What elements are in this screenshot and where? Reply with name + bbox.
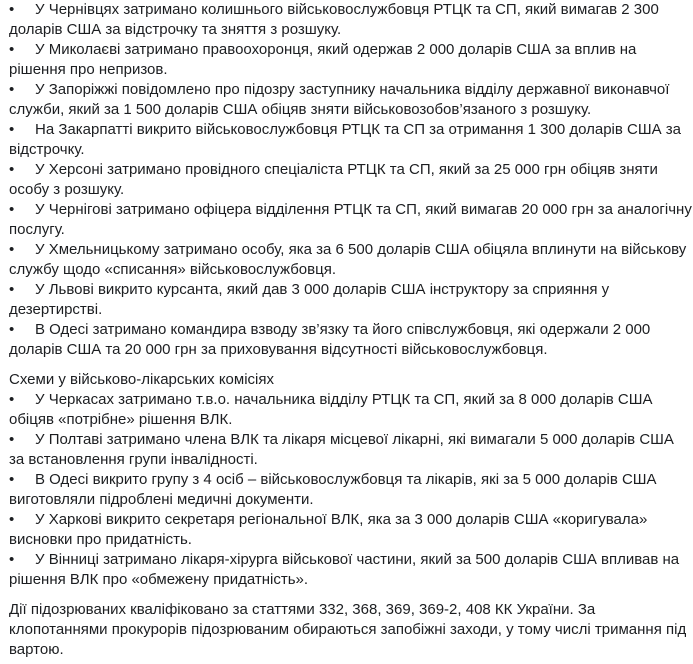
bullet-icon: •: [9, 511, 15, 528]
medical-commission-cases-list: [0, 390, 693, 590]
bullet-icon: •: [9, 1, 15, 18]
bullet-icon: •: [9, 391, 15, 408]
list-item-text: У Львові викрито курсанта, який дав 3 000 доларів США інструктору за сприяння у дезертирстві.: [9, 281, 610, 318]
bullet-icon: •: [9, 81, 15, 98]
list-item-text: У Черкасах затримано т.в.о. начальника відділу РТЦК та СП, який за 8 000 доларів США обіцяв «потрібне» рішення ВЛК.: [9, 391, 653, 428]
list-item: [0, 240, 693, 280]
list-item: [0, 320, 693, 360]
list-item-text: У Херсоні затримано провідного спеціаліста РТЦК та СП, який за 25 000 грн обіцяв зняти особу з розшуку.: [9, 161, 658, 198]
bullet-icon: •: [9, 471, 15, 488]
closing-paragraph: Дії підозрюваних кваліфіковано за статтями 332, 368, 369, 369-2, 408 КК України. За клопотаннями прокурорів підозрюваним обираються запобіжні заходи, у тому числі тримання під вартою.: [9, 601, 687, 658]
bullet-icon: •: [9, 281, 15, 298]
bullet-icon: •: [9, 551, 15, 568]
list-item-text: У Хмельницькому затримано особу, яка за 6 500 доларів США обіцяла вплинути на військову службу щодо «списання» військовослужбовця.: [9, 241, 687, 278]
list-item: [0, 0, 693, 40]
list-item-text: У Миколаєві затримано правоохоронця, який одержав 2 000 доларів США за вплив на рішення про непризов.: [9, 41, 637, 78]
list-item: [0, 80, 693, 120]
list-item-text: На Закарпатті викрито військовослужбовця РТЦК та СП за отримання 1 300 доларів США за відстрочку.: [9, 121, 681, 158]
list-item: [0, 40, 693, 80]
bullet-icon: •: [9, 201, 15, 218]
list-item-text: У Чернігові затримано офіцера відділення РТЦК та СП, який вимагав 20 000 грн за аналогічну послугу.: [9, 201, 692, 238]
list-item: [0, 280, 693, 320]
list-item: [0, 470, 693, 510]
list-item: [0, 390, 693, 430]
list-item: [0, 120, 693, 160]
list-item: [0, 200, 693, 240]
list-item: [0, 160, 693, 200]
bullet-icon: •: [9, 41, 15, 58]
bullet-icon: •: [9, 431, 15, 448]
list-item-text: В Одесі викрито групу з 4 осіб – військовослужбовця та лікарів, які за 5 000 доларів США виготовляли підроблені медичні документи.: [9, 471, 657, 508]
list-item: [0, 430, 693, 470]
bullet-icon: •: [9, 161, 15, 178]
list-item: [0, 510, 693, 550]
list-item-text: У Вінниці затримано лікаря-хірурга військової частини, який за 500 доларів США впливав на рішення ВЛК про «обмежену придатність».: [9, 551, 680, 588]
bullet-icon: •: [9, 321, 15, 338]
list-item-text: У Харкові викрито секретаря регіональної ВЛК, яка за 3 000 доларів США «коригувала» висновки про придатність.: [9, 511, 648, 548]
list-item: [0, 550, 693, 590]
list-item-text: В Одесі затримано командира взводу зв’язку та його співслужбовця, які одержали 2 000 доларів США та 20 000 грн за приховування відсутності військовослужбовця.: [9, 321, 651, 358]
bullet-icon: •: [9, 241, 15, 258]
list-item-text: У Полтаві затримано члена ВЛК та лікаря місцевої лікарні, які вимагали 5 000 доларів США за встановлення групи інвалідності.: [9, 431, 674, 468]
list-item-text: У Запоріжжі повідомлено про підозру заступнику начальника відділу державної виконавчої служби, який за 1 500 доларів США обіцяв зняти військовозобов’язаного з розшуку.: [9, 81, 670, 118]
list-item-text: У Чернівцях затримано колишнього військовослужбовця РТЦК та СП, який вимагав 2 300 доларів США за відстрочку та зняття з розшуку.: [9, 1, 659, 38]
bullet-icon: •: [9, 121, 15, 138]
section-heading: Схеми у військово-лікарських комісіях: [9, 371, 274, 388]
